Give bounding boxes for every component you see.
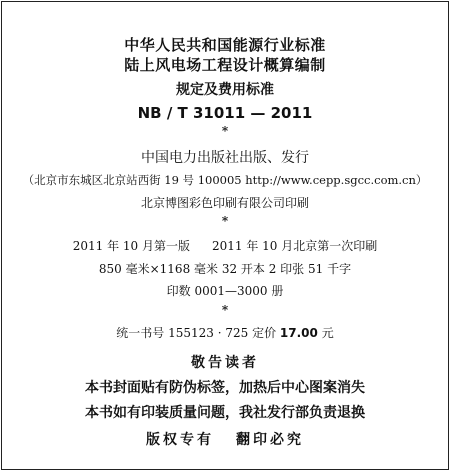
copyright-left: 版权专有 (146, 432, 214, 448)
isbn-label: 统一书号 155123 · 725 定价 (116, 326, 280, 340)
notice-line-1: 本书封面贴有防伪标签，加热后中心图案消失 (85, 380, 365, 396)
separator-star: * (221, 303, 229, 317)
standard-code: NB / T 31011 — 2011 (137, 104, 313, 122)
copyright-notice (2, 429, 448, 449)
publisher-address: （北京市东城区北京站西街 19 号 100005 http://www.cepp.sgcc.com.cn） (22, 173, 428, 187)
notice-line-2: 本书如有印装质量问题，我社发行部负责退换 (85, 405, 365, 421)
separator-star: * (221, 214, 229, 228)
first-printing: 2011 年 10 月北京第一次印刷 (212, 239, 378, 253)
colophon-page (1, 1, 449, 470)
printer-name: 北京博图彩色印刷有限公司印刷 (140, 196, 309, 210)
price-unit: 元 (317, 326, 334, 340)
copyright-right: 翻印必究 (236, 432, 304, 448)
print-run: 印数 0001—3000 册 (166, 284, 284, 298)
isbn-price (2, 324, 448, 341)
first-edition: 2011 年 10 月第一版 (72, 239, 190, 253)
book-title: 陆上风电场工程设计概算编制 (124, 56, 326, 74)
format-info: 850 毫米×1168 毫米 32 开本 2 印张 51 千字 (98, 262, 352, 276)
separator-star: * (221, 124, 229, 138)
edition-info (2, 237, 448, 254)
publisher-name: 中国电力出版社出版、发行 (141, 150, 309, 166)
book-subtitle: 规定及费用标准 (176, 82, 274, 98)
price-value: 17.00 (279, 326, 318, 340)
standard-type: 中华人民共和国能源行业标准 (124, 36, 326, 54)
notice-heading: 敬告读者 (191, 355, 259, 371)
